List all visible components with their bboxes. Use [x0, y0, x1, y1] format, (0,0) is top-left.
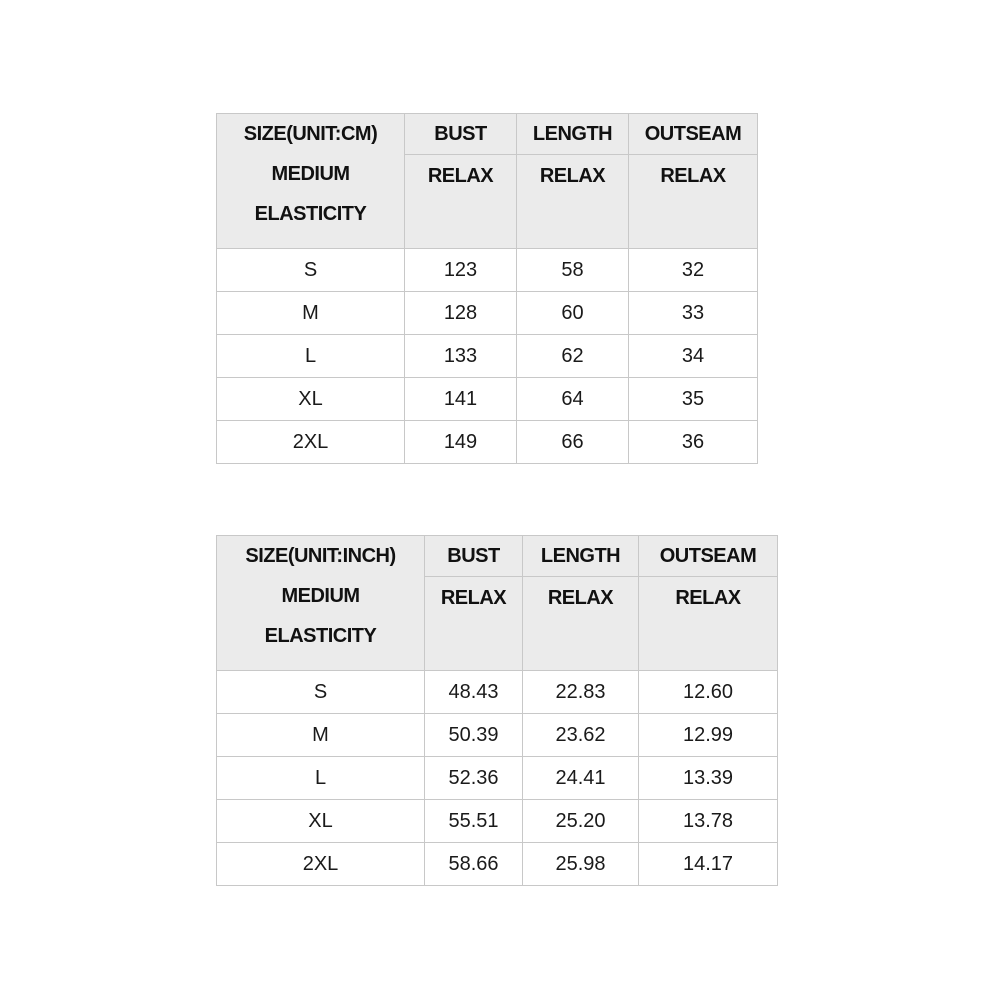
outseam-cell: 36: [629, 421, 758, 464]
length-cell: 25.98: [523, 843, 639, 886]
bust-cell: 52.36: [425, 757, 523, 800]
size-chart-cm: [216, 113, 758, 464]
size-cell: XL: [217, 378, 405, 421]
outseam-cell: 13.39: [639, 757, 778, 800]
bust-cell: 55.51: [425, 800, 523, 843]
size-unit-label: SIZE(UNIT:INCH): [245, 545, 396, 567]
column-header-bust: BUST: [425, 536, 523, 577]
size-cell: S: [217, 249, 405, 292]
sub-header-outseam: RELAX: [639, 577, 778, 671]
size-cell: M: [217, 292, 405, 335]
size-unit-header: [217, 114, 405, 249]
outseam-cell: 13.78: [639, 800, 778, 843]
length-cell: 24.41: [523, 757, 639, 800]
sub-header-bust: RELAX: [405, 155, 517, 249]
table-row: [217, 714, 778, 757]
table-row: [217, 421, 758, 464]
size-cell: M: [217, 714, 425, 757]
table-row: [217, 757, 778, 800]
column-header-outseam: OUTSEAM: [639, 536, 778, 577]
outseam-cell: 12.60: [639, 671, 778, 714]
length-cell: 58: [517, 249, 629, 292]
outseam-cell: 33: [629, 292, 758, 335]
sub-header-length: RELAX: [517, 155, 629, 249]
elasticity-line1: MEDIUM: [281, 585, 360, 607]
bust-cell: 48.43: [425, 671, 523, 714]
bust-cell: 149: [405, 421, 517, 464]
outseam-cell: 12.99: [639, 714, 778, 757]
table-row: [217, 800, 778, 843]
size-cell: S: [217, 671, 425, 714]
bust-cell: 50.39: [425, 714, 523, 757]
size-cell: L: [217, 335, 405, 378]
column-header-length: LENGTH: [517, 114, 629, 155]
size-cell: L: [217, 757, 425, 800]
size-cell: XL: [217, 800, 425, 843]
length-cell: 25.20: [523, 800, 639, 843]
sub-header-bust: RELAX: [425, 577, 523, 671]
bust-cell: 133: [405, 335, 517, 378]
bust-cell: 128: [405, 292, 517, 335]
bust-cell: 141: [405, 378, 517, 421]
table-row: [217, 671, 778, 714]
column-header-outseam: OUTSEAM: [629, 114, 758, 155]
length-cell: 66: [517, 421, 629, 464]
length-cell: 62: [517, 335, 629, 378]
sub-header-length: RELAX: [523, 577, 639, 671]
size-cell: 2XL: [217, 843, 425, 886]
elasticity-line2: ELASTICITY: [264, 625, 377, 647]
table-row: [217, 335, 758, 378]
table-row: [217, 378, 758, 421]
size-unit-label: SIZE(UNIT:CM): [243, 123, 378, 145]
length-cell: 22.83: [523, 671, 639, 714]
size-cell: 2XL: [217, 421, 405, 464]
bust-cell: 58.66: [425, 843, 523, 886]
bust-cell: 123: [405, 249, 517, 292]
outseam-cell: 35: [629, 378, 758, 421]
column-header-length: LENGTH: [523, 536, 639, 577]
length-cell: 64: [517, 378, 629, 421]
size-chart-inch: [216, 535, 778, 886]
table-row: [217, 249, 758, 292]
sub-header-outseam: RELAX: [629, 155, 758, 249]
table-row: [217, 292, 758, 335]
table-row: [217, 843, 778, 886]
outseam-cell: 34: [629, 335, 758, 378]
size-unit-header: [217, 536, 425, 671]
elasticity-line2: ELASTICITY: [254, 203, 367, 225]
outseam-cell: 14.17: [639, 843, 778, 886]
column-header-bust: BUST: [405, 114, 517, 155]
elasticity-line1: MEDIUM: [271, 163, 350, 185]
outseam-cell: 32: [629, 249, 758, 292]
length-cell: 23.62: [523, 714, 639, 757]
length-cell: 60: [517, 292, 629, 335]
